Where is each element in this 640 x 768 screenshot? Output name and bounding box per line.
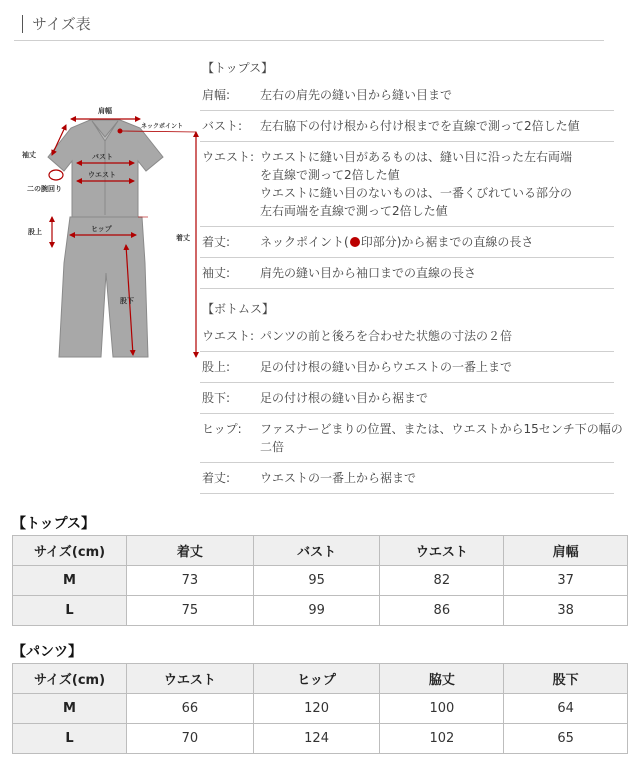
definition-term: ウエスト: — [202, 329, 255, 343]
definition-row — [200, 142, 614, 227]
definition-line-part: 印部分)から裾までの直線の長さ — [360, 235, 534, 249]
definition-line: 二倍 — [260, 440, 285, 454]
table-row-header-cell: M — [13, 694, 127, 724]
definition-term: バスト: — [202, 119, 243, 133]
table-header-cell: バスト — [253, 536, 380, 566]
table-row — [13, 724, 628, 754]
definition-row — [200, 321, 614, 352]
title-bar-mark — [22, 15, 23, 33]
table-cell: 38 — [504, 596, 628, 626]
pants-size-table — [12, 663, 628, 754]
label-waist: ウエスト — [88, 171, 116, 179]
definition-text — [260, 420, 623, 456]
title-bar — [14, 10, 604, 41]
tops-definitions-heading: 【トップス】 — [202, 61, 274, 75]
definition-row — [200, 80, 614, 111]
table-cell: 66 — [127, 694, 254, 724]
definition-term: 股下: — [202, 391, 231, 405]
definition-line: ウエストの一番上から裾まで — [260, 471, 417, 485]
table-cell: 102 — [380, 724, 504, 754]
table-cell: 124 — [253, 724, 380, 754]
label-bust: バスト — [92, 153, 113, 161]
definition-line: 左右の肩先の縫い目から縫い目まで — [260, 88, 453, 102]
table-header-cell: ヒップ — [253, 664, 380, 694]
table-row — [13, 596, 628, 626]
table-cell: 120 — [253, 694, 380, 724]
definition-row — [200, 111, 614, 142]
table-header-row — [13, 536, 628, 566]
page-title: サイズ表 — [32, 15, 91, 33]
definition-line — [260, 233, 614, 251]
definition-text — [260, 117, 614, 135]
definition-term: 着丈: — [202, 471, 231, 485]
label-rise: 股上 — [28, 228, 42, 236]
definition-text — [260, 389, 614, 407]
definition-row — [200, 414, 623, 463]
definition-term: 袖丈: — [202, 266, 231, 280]
table-cell: 64 — [504, 694, 628, 724]
definition-row — [200, 383, 614, 414]
definition-row — [200, 258, 614, 289]
definition-line-part: ネックポイント( — [260, 235, 349, 249]
measurement-definitions — [200, 56, 623, 494]
table-row — [13, 566, 628, 596]
definition-term: ウエスト: — [202, 150, 255, 164]
definition-term: ヒップ: — [202, 422, 242, 436]
definition-row — [200, 352, 614, 383]
table-row-header-cell: L — [13, 724, 127, 754]
table-header-cell: 脇丈 — [380, 664, 504, 694]
definition-line: 肩先の縫い目から袖口までの直線の長さ — [260, 266, 477, 280]
definition-line: を直線で測って2倍した値 — [260, 168, 400, 182]
table-header-cell: 着丈 — [127, 536, 254, 566]
definition-text — [260, 358, 614, 376]
definition-line: 左右両端を直線で測って2倍した値 — [260, 204, 448, 218]
definition-row — [200, 463, 614, 494]
definition-line: ファスナーどまりの位置、または、ウエストから15センチ下の幅の — [260, 422, 623, 436]
table-cell: 70 — [127, 724, 254, 754]
tops-table-title: 【トップス】 — [12, 516, 96, 532]
definition-line: ウエストに縫い目のないものは、一番くびれている部分の — [260, 186, 573, 200]
table-cell: 100 — [380, 694, 504, 724]
table-row-header-cell: L — [13, 596, 127, 626]
table-header-cell: ウエスト — [380, 536, 504, 566]
definition-line: パンツの前と後ろを合わせた状態の寸法の２倍 — [260, 329, 513, 343]
definition-text — [260, 86, 614, 104]
pants-table-title: 【パンツ】 — [12, 644, 82, 660]
label-length: 着丈 — [176, 234, 190, 242]
table-header-cell: サイズ(cm) — [13, 664, 127, 694]
definition-text — [260, 148, 614, 220]
table-cell: 73 — [127, 566, 254, 596]
table-cell: 65 — [504, 724, 628, 754]
table-header-cell: サイズ(cm) — [13, 536, 127, 566]
table-cell: 75 — [127, 596, 254, 626]
definition-term: 着丈: — [202, 235, 231, 249]
table-cell: 99 — [253, 596, 380, 626]
table-header-cell: 肩幅 — [504, 536, 628, 566]
table-cell: 86 — [380, 596, 504, 626]
definition-line: 足の付け根の縫い目から裾まで — [260, 391, 429, 405]
bottoms-definitions-heading: 【ボトムス】 — [202, 302, 275, 316]
table-row — [13, 694, 628, 724]
definition-line: ウエストに縫い目があるものは、縫い目に沿った左右両端 — [260, 150, 573, 164]
label-inseam: 股下 — [120, 297, 134, 305]
definition-line: 足の付け根の縫い目からウエストの一番上まで — [260, 360, 513, 374]
definition-text — [260, 264, 614, 282]
tops-size-table — [12, 535, 628, 626]
label-neck-point: ネックポイント — [141, 123, 184, 130]
definition-line: 左右脇下の付け根から付け根までを直線で測って2倍した値 — [260, 119, 580, 133]
label-shoulder: 肩幅 — [98, 107, 112, 115]
table-header-cell: 股下 — [504, 664, 628, 694]
definition-text — [260, 233, 614, 251]
definition-text — [260, 327, 614, 345]
red-dot-icon — [350, 237, 360, 247]
definition-row — [200, 227, 614, 258]
label-sleeve: 袖丈 — [22, 151, 36, 159]
definition-text — [260, 469, 614, 487]
table-header-cell: ウエスト — [127, 664, 254, 694]
garment-measurement-illustration — [8, 95, 204, 370]
table-cell: 82 — [380, 566, 504, 596]
table-row-header-cell: M — [13, 566, 127, 596]
label-hip: ヒップ — [91, 225, 112, 233]
definition-term: 股上: — [202, 360, 231, 374]
label-arm-circumference: 二の腕回り — [27, 185, 62, 193]
pants-shape — [59, 217, 148, 357]
definition-term: 肩幅: — [202, 88, 231, 102]
table-cell: 37 — [504, 566, 628, 596]
table-header-row — [13, 664, 628, 694]
table-cell: 95 — [253, 566, 380, 596]
